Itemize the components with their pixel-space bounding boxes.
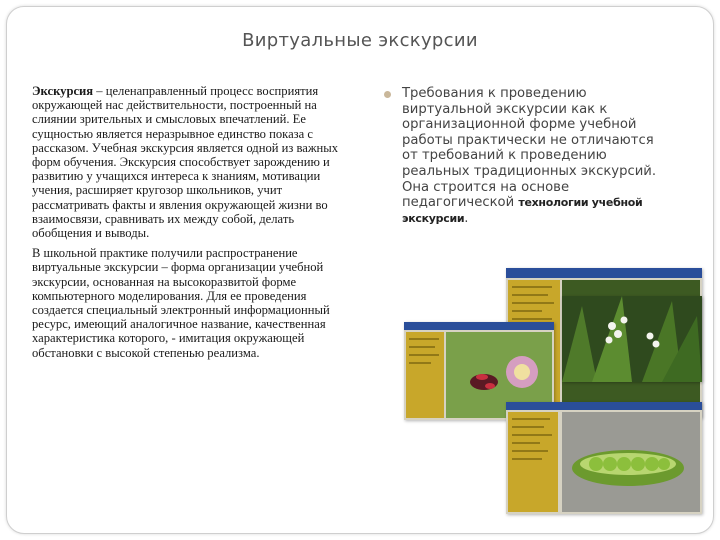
bullet-text: [402, 86, 668, 226]
term-excursion: Экскурсия: [32, 84, 94, 98]
technology-term: технологии учебной экскурсии: [402, 196, 643, 225]
left-text-column: [32, 84, 350, 366]
bullet-icon: [384, 91, 391, 98]
bullet-item: [384, 86, 674, 226]
definition-text: – целенаправленный процесс восприятия окружающей нас действительности, построенный на слиянии зрительных и смысловых впечатлений. Ее сущностью является неразрывное единство показа с рассказом. Учебная экскурсия является одной из важных форм обучения. Экскурсия способствует зарождению и развитию у учащихся интереса к знаниям, мотивации учения, расширяет кругозор школьников, учит рассматривать факты и явления окружающей жизни во взаимосвязи, сравнивать их между собой, делать обобщения и выводы.: [32, 84, 339, 241]
paragraph-virtual-excursions: В школьной практике получили распространение виртуальные экскурсии – форма организации учебной экскурсии, основанная на высокоразвитой форме компьютерного моделирования. Для ее проведения создается специальный электронный информационный ресурс, имеющий аналогичное название, качественная характеристика которого, - имитация окружающей обстановки с высокой степенью реализма.: [32, 246, 330, 360]
lily-of-the-valley-photo: [562, 296, 702, 382]
software-screenshot-bottom: [506, 402, 702, 514]
pea-window-image: [506, 402, 702, 514]
lily-image: [562, 296, 702, 382]
sentence-end: .: [464, 210, 469, 226]
right-text-column: [384, 86, 674, 226]
paragraph-definition: [32, 84, 350, 240]
requirements-text: Требования к проведению виртуальной экскурсии как к организационной форме учебной работы практически не отличаются от требований к проведению реальных традиционных экскурсий. Она строится на основе педагогической: [402, 86, 657, 211]
slide-title: Виртуальные экскурсии: [242, 30, 478, 51]
